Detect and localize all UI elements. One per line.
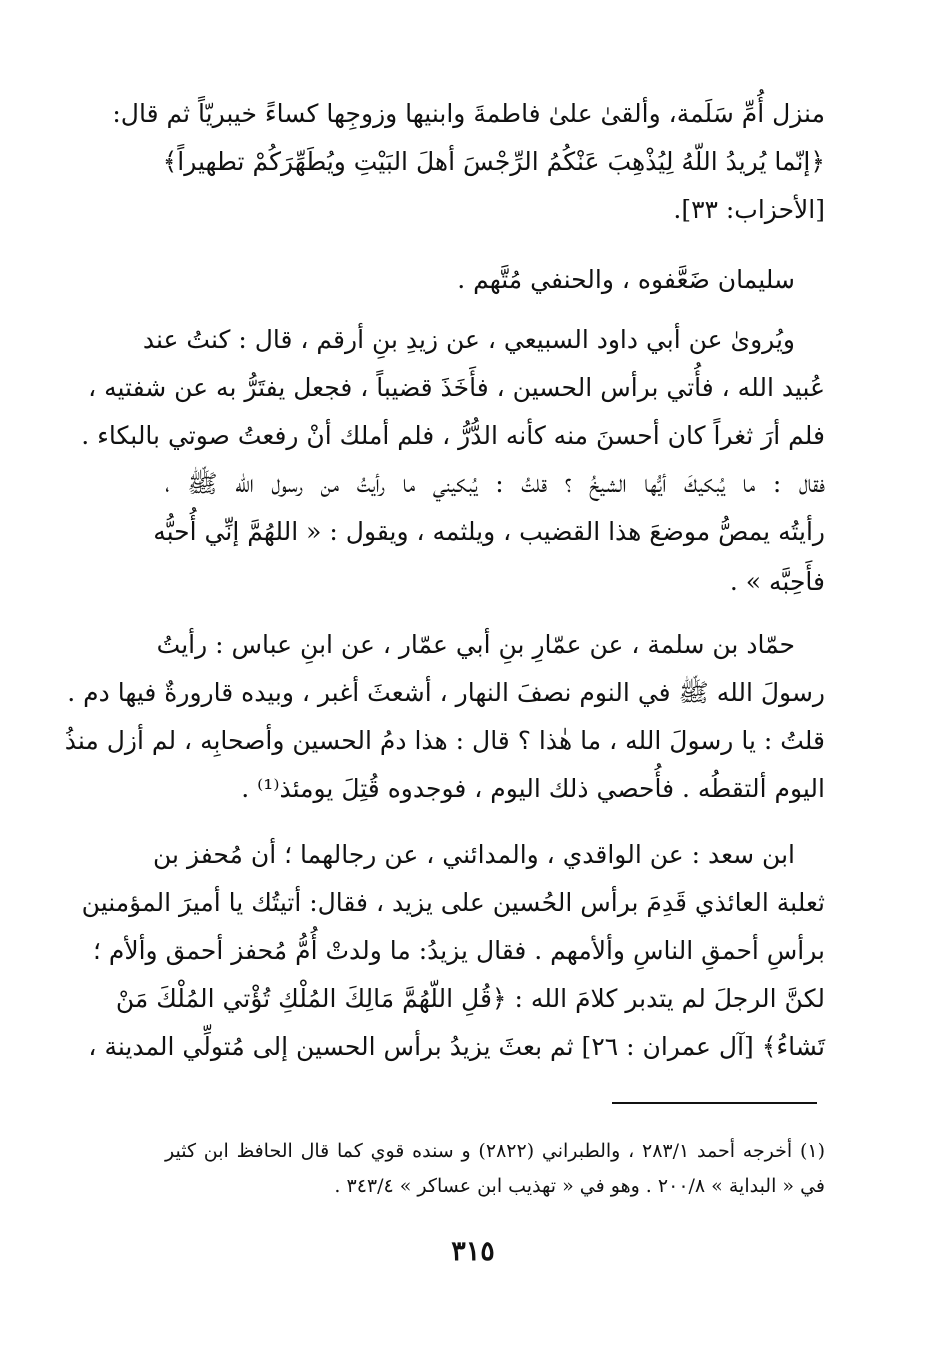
text-line: اليوم ألتقطُه . فأُحصي ذلك اليوم ، فوجدوه قُتِلَ يومئذ⁽¹⁾ .: [241, 774, 825, 803]
text-line: تَشاءُ﴾ [آل عمران : ٢٦] ثم بعثَ يزيدُ برأس الحسين إلى مُتولِّي المدينة ،: [88, 1032, 825, 1061]
text-line: رأيتُه يمصُّ موضعَ هذا القضيب ، ويلثمه ، ويقول : « اللهُمَّ إنِّي أُحبُّه: [153, 517, 825, 546]
footnote-line: في « البداية » ٢٠٠/٨ . وهو في « تهذيب ابن عساكر » ٣٤٣/٤ .: [334, 1175, 825, 1197]
text-line: [الأحزاب: ٣٣].: [673, 195, 825, 224]
text-line: سليمان ضَعَّفوه ، والحنفي مُتَّهم .: [457, 265, 795, 294]
footnote-separator: [612, 1102, 817, 1104]
text-line: ثعلبة العائذي قَدِمَ برأس الحُسين على يزيد ، فقال: أتيتُك يا أميرَ المؤمنين: [81, 888, 825, 917]
text-line: حمّاد بن سلمة ، عن عمّارِ بنِ أبي عمّار ، عن ابنِ عباس : رأيتُ: [156, 630, 795, 659]
quran-verse-line: ﴿إنّما يُريدُ اللّهُ لِيُذْهِبَ عَنْكُمُ الرِّجْسَ أهلَ البَيْتِ ويُطَهِّرَكُمْ تطهيراً﴾: [162, 147, 825, 176]
text-line: منزل أُمِّ سَلَمة، وألقىٰ علىٰ فاطمةَ وابنيها وزوجِها كساءً خيبريّاً ثم قال:: [112, 99, 825, 128]
text-line: فأَحِبَّه » .: [729, 567, 825, 596]
text-line: ابن سعد : عن الواقدي ، والمدائني ، عن رجالهما ؛ أن مُحفز بن: [153, 840, 795, 869]
text-line: فلم أرَ ثغراً كان أحسنَ منه كأنه الدُّرُّ ، فلم أملك أنْ رفعتُ صوتي بالبكاء .: [81, 421, 825, 450]
text-line: قلتُ : يا رسولَ الله ، ما هٰذا ؟ قال : هذا دمُ الحسين وأصحابِه ، لم أزل منذُ: [64, 726, 825, 755]
text-line: برأسِ أحمقِ الناسِ وألأمهم . فقال يزيدُ: ما ولدتْ أُمُّ مُحفز أحمق وألأم ؛: [92, 936, 825, 965]
text-line: لكنَّ الرجلَ لم يتدبر كلامَ الله : ﴿قُلِ اللّهُمَّ مَالِكَ المُلْكِ تُؤْتي المُلْكَ مَنْ: [115, 984, 825, 1013]
footnote-line: (١) أخرجه أحمد ٢٨٣/١ ، والطبراني (٢٨٢٢) و سنده قوي كما قال الحافظ ابن كثير: [165, 1140, 826, 1162]
text-line: رسولَ الله ﷺ في النوم نصفَ النهار ، أشعثَ أغبر ، وبيده قارورةٌ فيها دم .: [67, 678, 825, 707]
text-line: عُبيد الله ، فأُتي برأس الحسين ، فأَخَذَ قضيباً ، فجعل يفتَرُّ به عن شفتيه ،: [88, 373, 825, 402]
text-line: فقال : ما يُبكيكَ أيُّها الشيخُ ؟ قلتُ : يُبكيني ما رأيتُ من رسول الله ﷺ ،: [165, 469, 825, 498]
text-line: ويُروىٰ عن أبي داود السبيعي ، عن زيدِ بنِ أرقم ، قال : كنتُ عند: [142, 325, 795, 354]
page-number: ٣١٥: [451, 1236, 495, 1267]
